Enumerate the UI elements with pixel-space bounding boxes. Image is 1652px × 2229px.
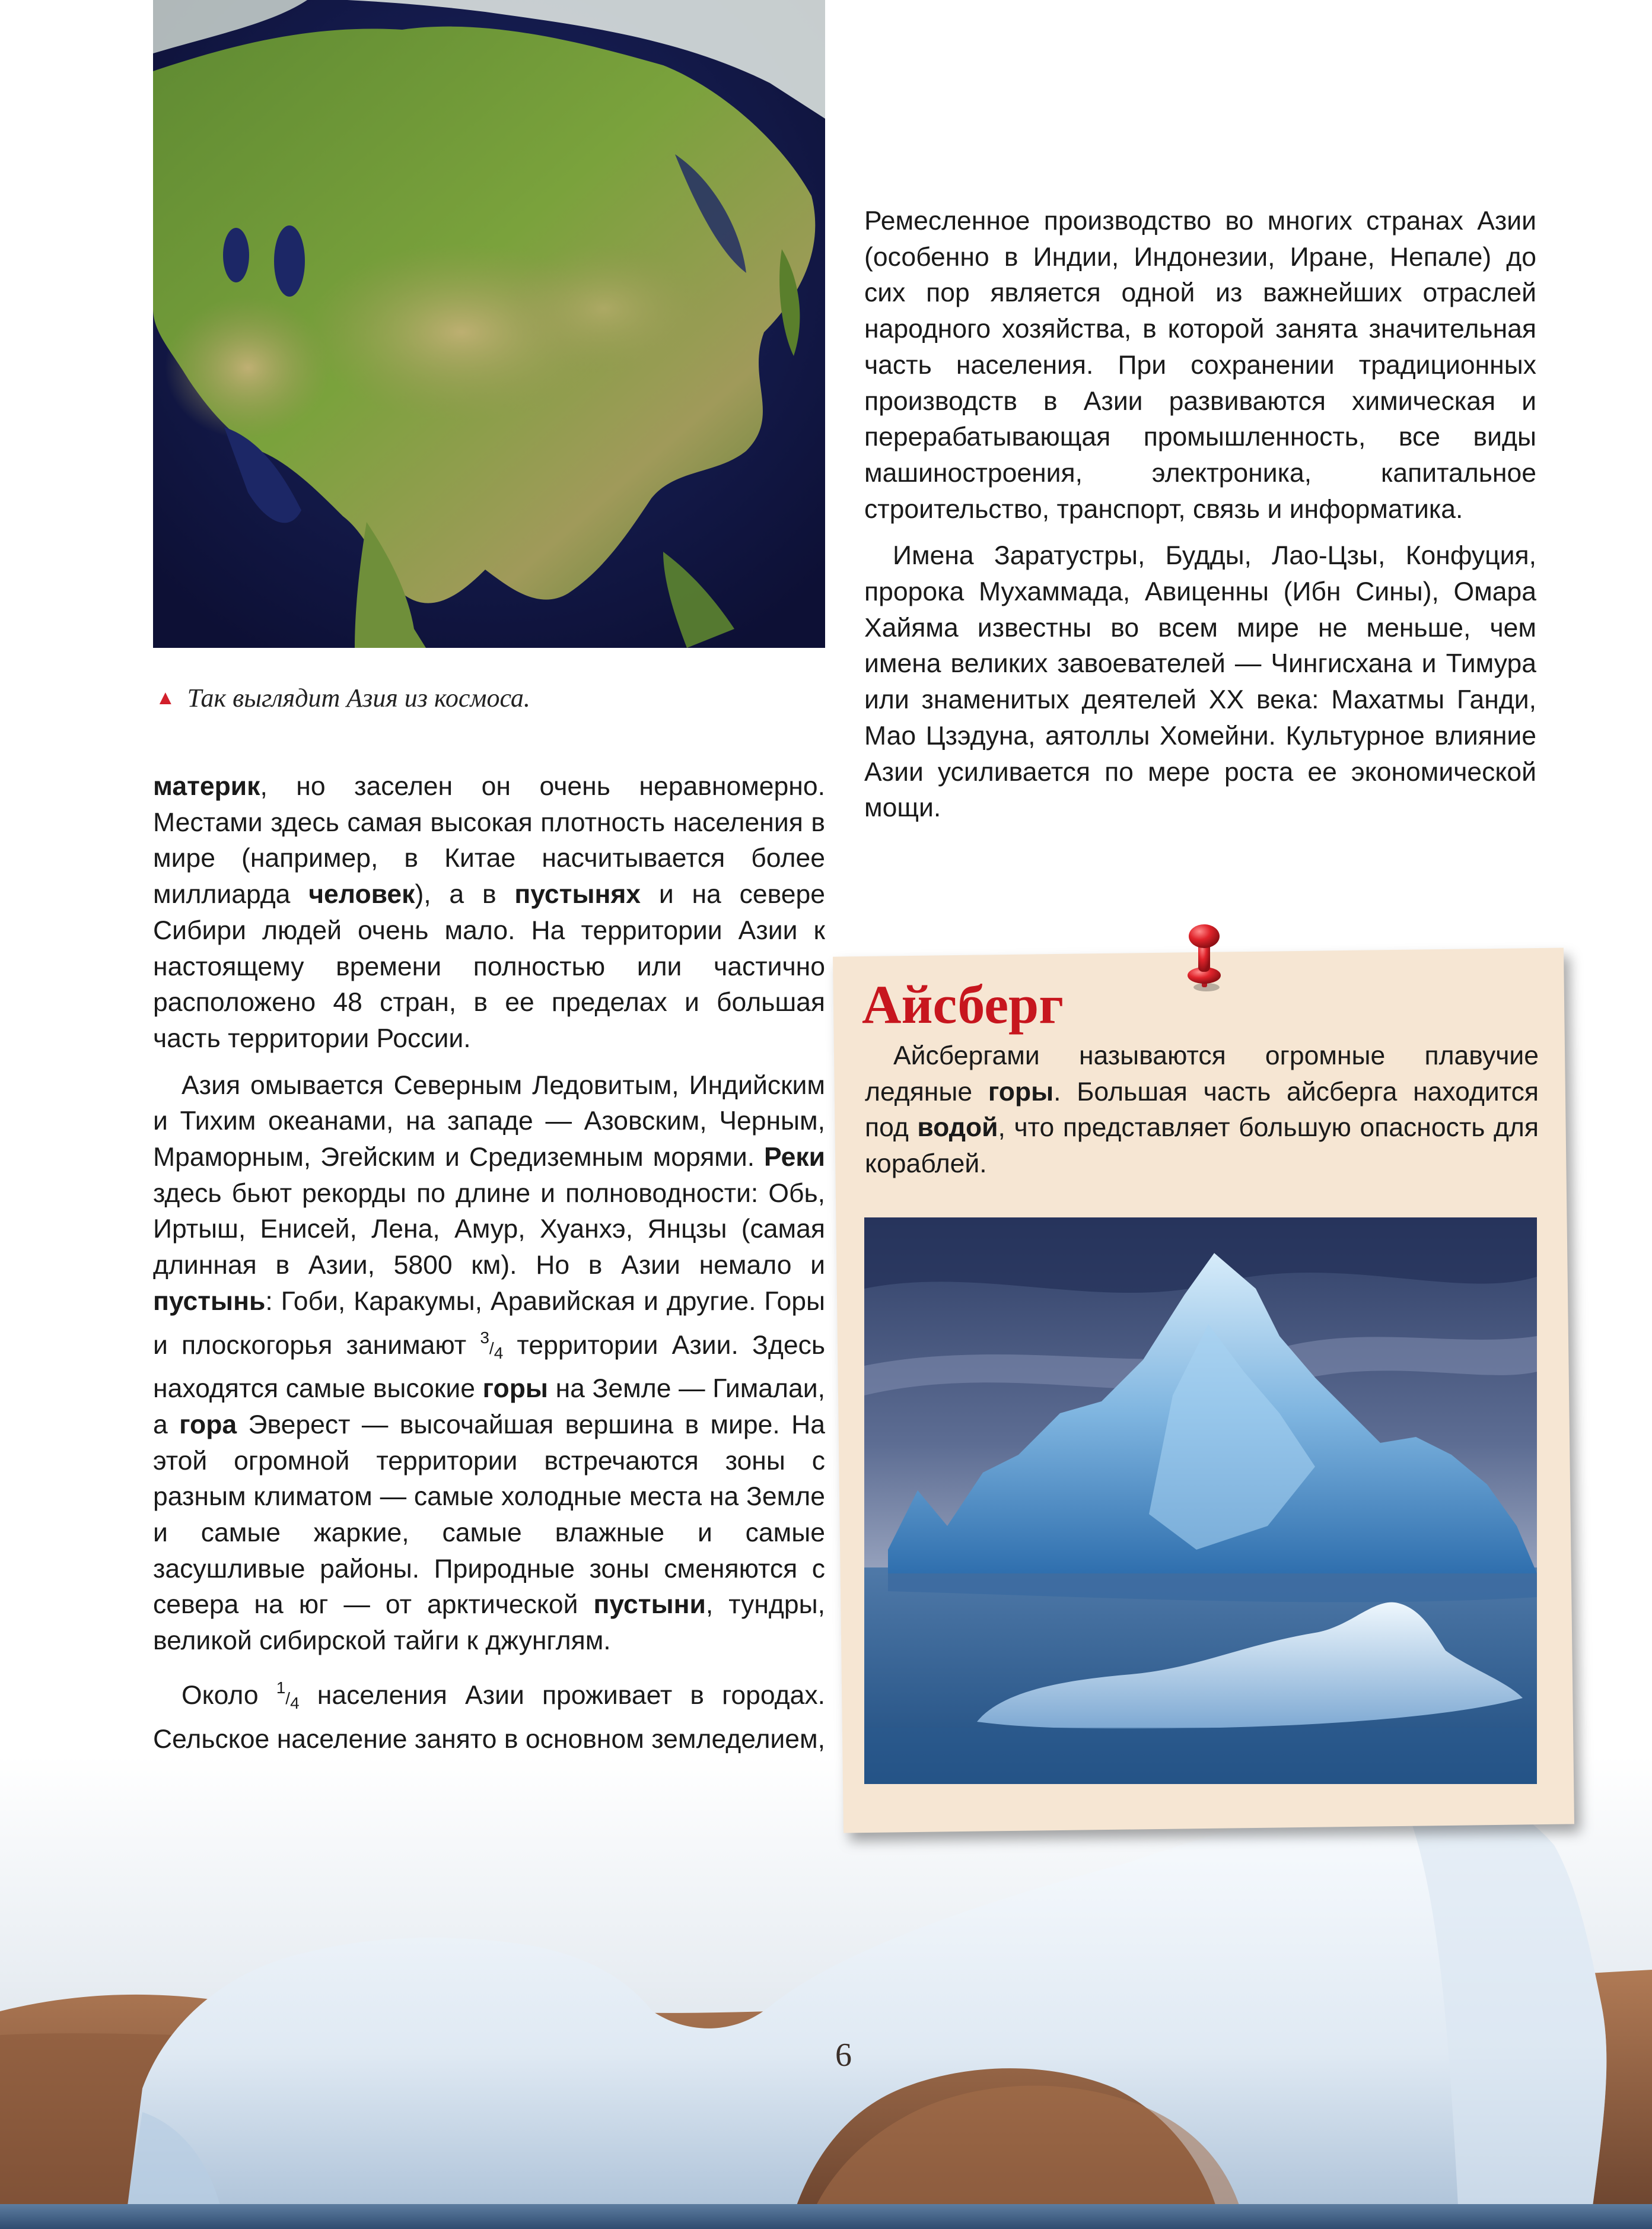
fraction: $^3/_4$ bbox=[480, 1328, 504, 1362]
caption-triangle-icon: ▲ bbox=[155, 687, 176, 709]
left-paragraph-3: Около $^1/_4$ населения Азии проживает в городах. Сельское население занято в основном земледелием, bbox=[153, 1678, 825, 1754]
bottom-iceberg-scene bbox=[0, 1756, 1652, 2229]
fraction: $^1/_4$ bbox=[276, 1678, 300, 1712]
note-title: Айсберг bbox=[862, 974, 1064, 1035]
caption-text: Так выглядит Азия из космоса. bbox=[187, 683, 530, 713]
asia-space-photo bbox=[153, 0, 825, 648]
right-paragraph-1: Ремесленное производство во многих странах Азии (особенно в Индии, Индонезии, Иране, Непале) до сих пор является одной из важнейших отраслей народного хозяйства, в которой занята значительная часть населения. При сохранении традиционных производств в Азии развиваются химическая и перерабатывающая промышленность, все виды машиностроения, электроника, капитальное строительство, транспорт, связь и информатика. bbox=[864, 206, 1536, 524]
bold-term: пустынях bbox=[514, 880, 641, 910]
bold-term: человек bbox=[308, 880, 415, 910]
left-paragraph-1: материк, но заселен он очень неравномерно. Местами здесь самая высокая плотность населения в мире (например, в Китае насчитывается более миллиарда человек), а в пустынях и на севере Сибири людей очень мало. На территории Азии к настоящему времени полностью или частично расположено 48 стран, в ее пределах и большая часть территории России. bbox=[153, 772, 825, 1053]
bold-term: материк bbox=[153, 772, 260, 801]
note-text bbox=[865, 1038, 1539, 1182]
bold-term: водой bbox=[917, 1113, 998, 1143]
note-paragraph-1: Айсбергами называются огромные плавучие ледяные горы. Большая часть айсберга находится под водой, что представляет большую опасность для кораблей. bbox=[865, 1041, 1539, 1179]
iceberg-photo bbox=[864, 1217, 1537, 1784]
bold-term: пустыни bbox=[593, 1590, 706, 1620]
bold-term: горы bbox=[482, 1374, 548, 1404]
bold-term: пустынь bbox=[153, 1286, 266, 1316]
left-paragraph-2: Азия омывается Северным Ледовитым, Индийским и Тихим океанами, на западе — Азовским, Черным, Мраморным, Эгейским и Средиземным морями. Реки здесь бьют рекорды по длине и полноводности: Обь, Иртыш, Енисей, Лена, Амур, Хуанхэ, Янцзы (самая длинная в Азии, 5800 км). Но в Азии немало и пустынь: Гоби, Каракумы, Аравийская и другие. Горы и плоскогорья занимают $^3/_4$ территории Азии. Здесь находятся самые высокие горы на Земле — Гималаи, а гора Эверест — высочайшая вершина в мире. На этой огромной территории встречаются зоны с разным климатом — самые холодные места на Земле и самые жаркие, самые влажные и самые засушливые районы. Природные зоны сменяются с севера на юг — от арктической пустыни, тундры, великой сибирской тайги к джунглям. bbox=[153, 1070, 826, 1656]
bold-term: горы bbox=[988, 1077, 1054, 1106]
bold-term: Реки bbox=[764, 1143, 825, 1172]
right-column bbox=[864, 203, 1536, 826]
page-number: 6 bbox=[835, 2037, 852, 2074]
photo-caption bbox=[155, 681, 808, 716]
right-paragraph-2: Имена Заратустры, Будды, Лао-Цзы, Конфуция, пророка Мухаммада, Авиценны (Ибн Сины), Омара Хайяма известны во всем мире не меньше, чем имена великих завоевателей — Чингисхана и Тимура или знаменитых деятелей XX века: Махатмы Ганди, Мао Цзэдуна, аятоллы Хомейни. Культурное влияние Азии усиливается по мере роста ее экономической мощи. bbox=[864, 541, 1536, 823]
bold-term: гора bbox=[179, 1410, 237, 1439]
left-column bbox=[153, 769, 825, 1794]
